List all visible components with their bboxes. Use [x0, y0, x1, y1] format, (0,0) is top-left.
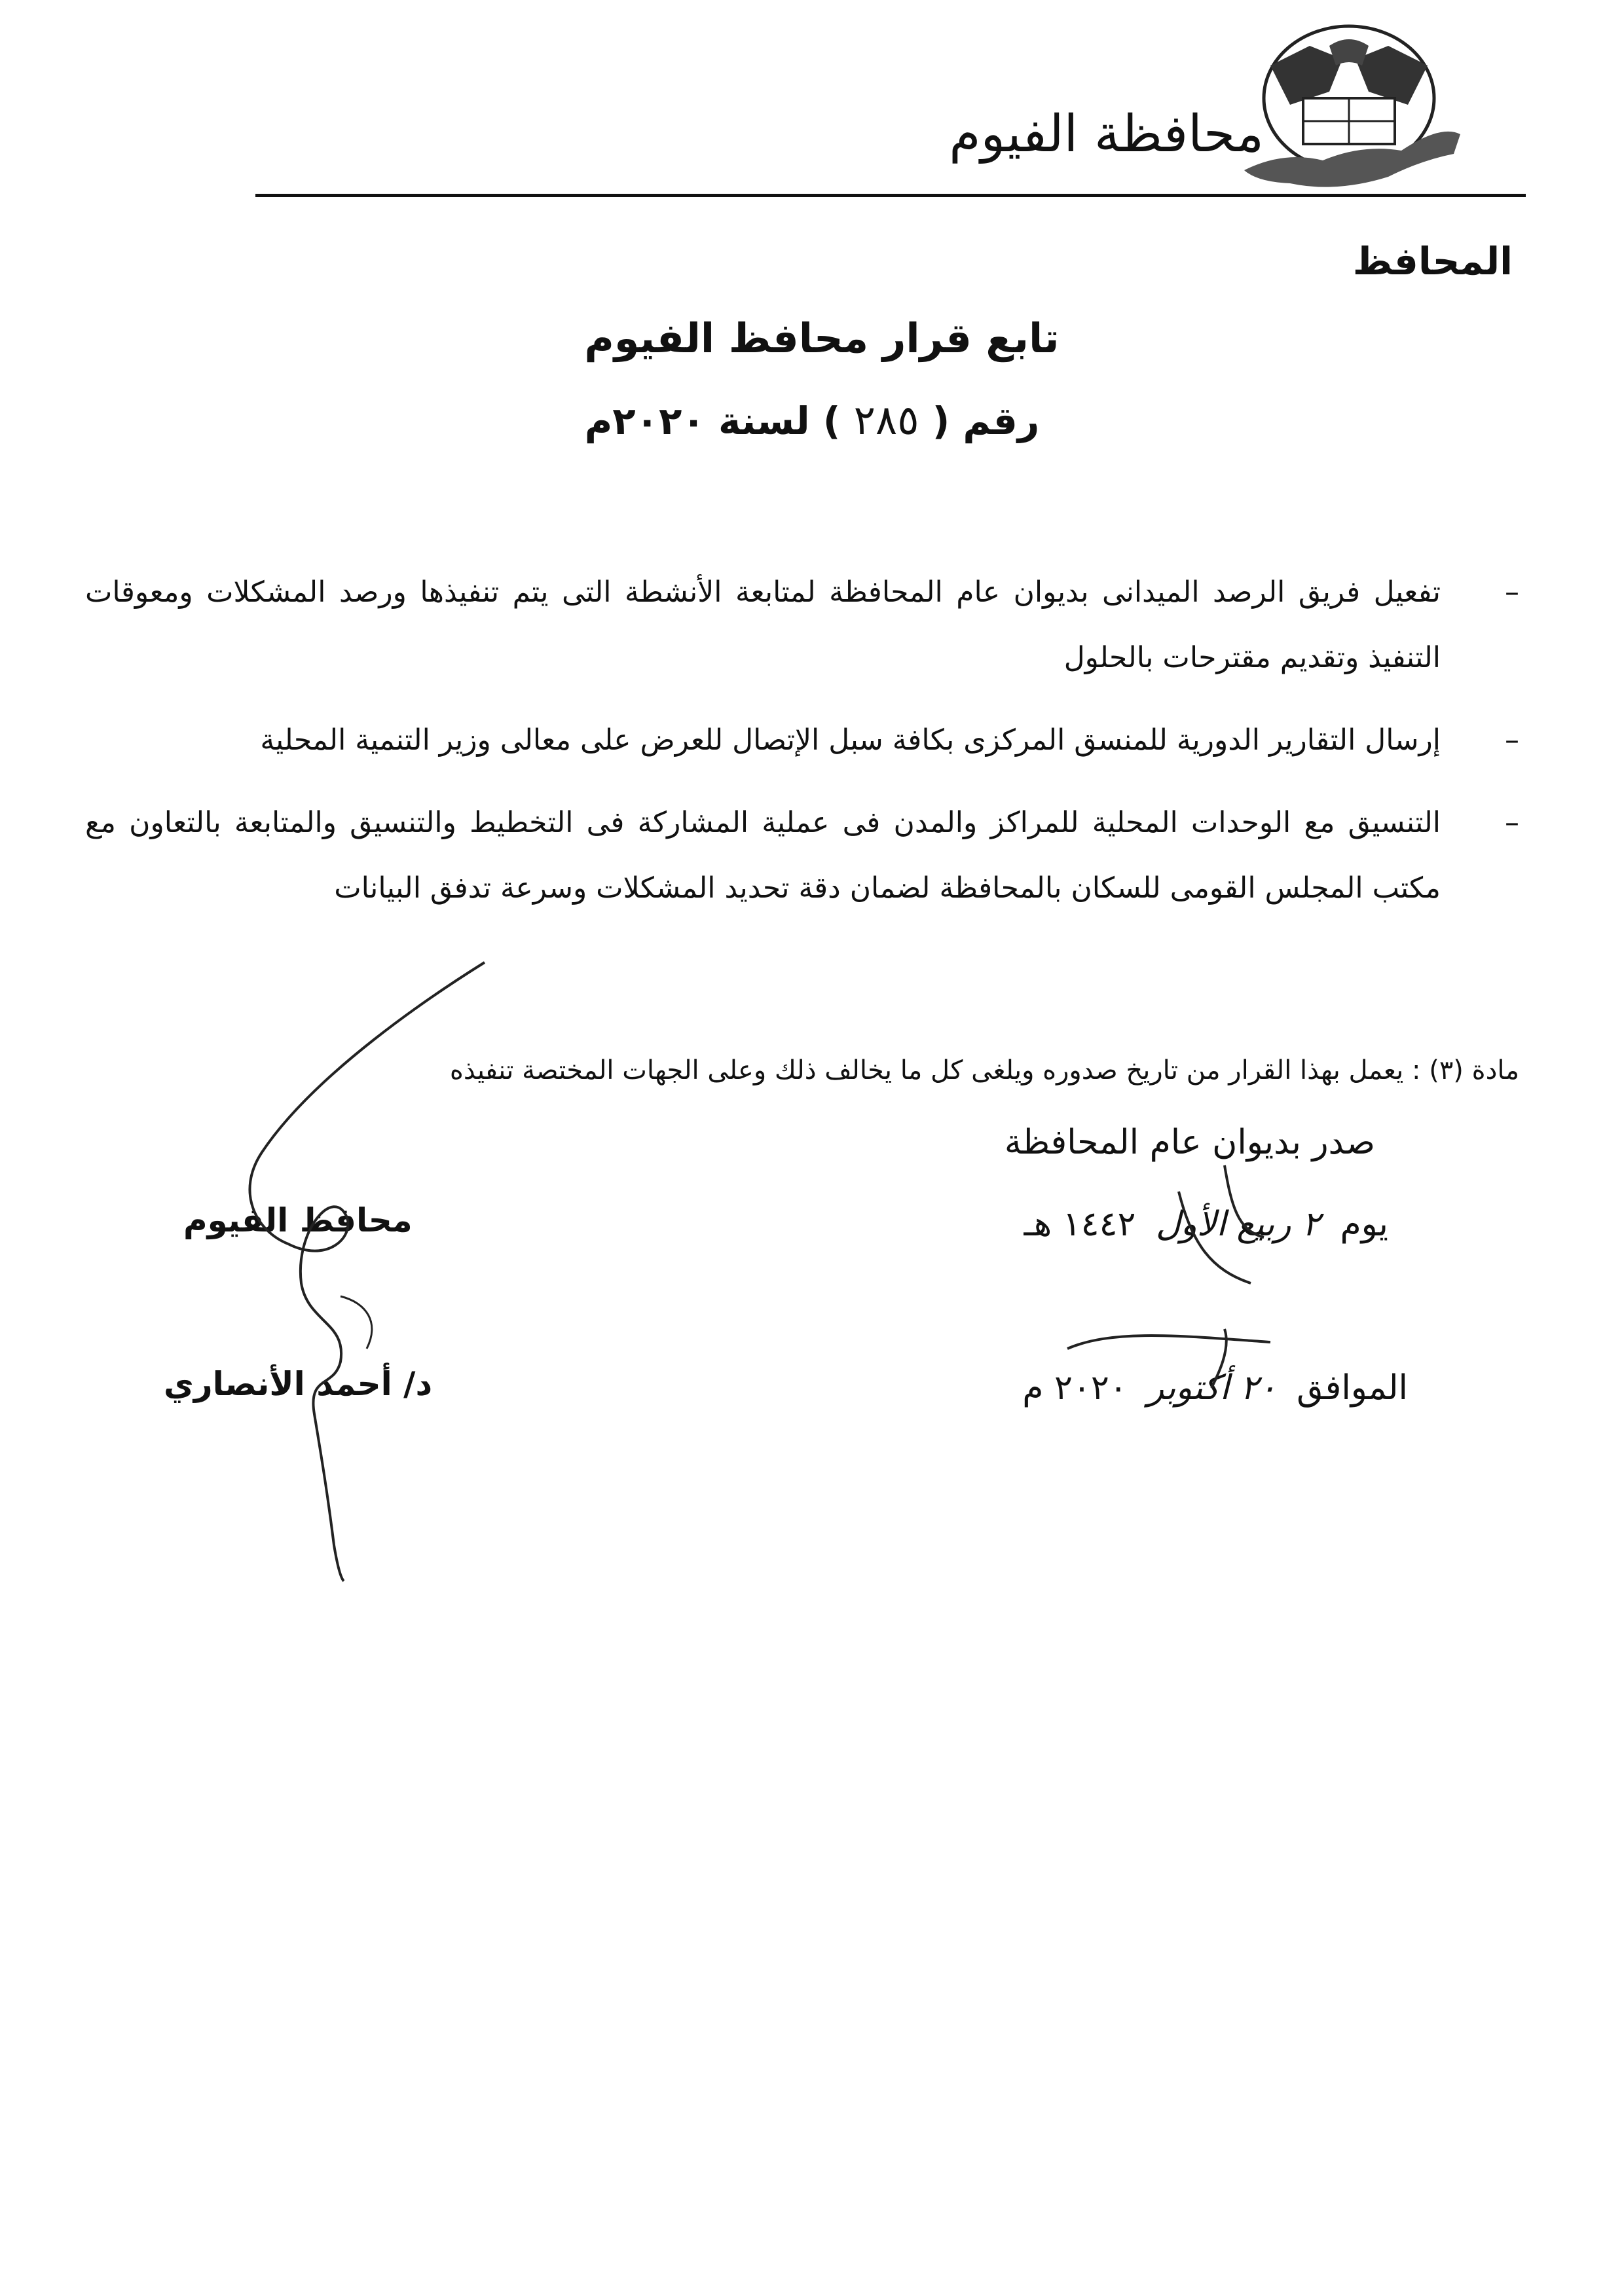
bullet-dash: –	[1505, 723, 1519, 757]
day-label: يوم	[1340, 1205, 1388, 1244]
decision-items-list	[85, 560, 1519, 938]
decision-title: تابع قرار محافظ الفيوم	[584, 314, 1060, 362]
gregorian-handwriting-mark	[1061, 1322, 1277, 1394]
decision-number: ٢٨٥	[853, 396, 919, 444]
list-item	[85, 790, 1519, 921]
list-item	[85, 708, 1519, 773]
hijri-handwriting-mark	[1153, 1152, 1297, 1296]
governorate-emblem-icon	[1231, 20, 1467, 196]
list-item-text: تفعيل فريق الرصد الميدانى بديوان عام المحافظة لمتابعة الأنشطة التى يتم تنفيذها ورصد المشكلات ومعوقات التنفيذ وتقديم مقترحات بالحلول	[85, 575, 1441, 674]
governorate-name: محافظة الفيوم	[949, 105, 1264, 164]
corresponding-label: الموافق	[1297, 1368, 1408, 1408]
decision-year: ) لسنة ٢٠٢٠م	[584, 399, 841, 443]
list-item-text: إرسال التقارير الدورية للمنسق المركزى بكافة سبل الإتصال للعرض على معالى وزير التنمية المحلية	[260, 723, 1441, 757]
governor-name: د/ أحمد الأنصاري	[164, 1365, 433, 1403]
governor-signature	[236, 956, 511, 1584]
bullet-dash: –	[1505, 806, 1519, 839]
list-item-text: التنسيق مع الوحدات المحلية للمراكز والمدن فى عملية المشاركة فى التخطيط والتنسيق والمتابعة بالتعاون مع مكتب المجلس القومى للسكان بالمحافظة لضمان دقة تحديد المشكلات وسرعة تدفق البيانات	[85, 806, 1441, 905]
decision-number-prefix: رقم (	[932, 399, 1040, 443]
office-label: المحافظ	[1352, 239, 1513, 283]
hijri-year: ١٤٤٢ هـ	[1024, 1205, 1136, 1244]
bullet-dash: –	[1505, 575, 1519, 609]
list-item	[85, 560, 1519, 691]
issued-at: صدر بديوان عام المحافظة	[1004, 1123, 1375, 1162]
hijri-handwritten-date: ٢ ربيع الأول	[1155, 1205, 1320, 1244]
gregorian-handwritten-date: ٢٠ أكتوبر	[1147, 1368, 1277, 1408]
decision-number-line	[0, 396, 1624, 444]
article-3: مادة (٣) : يعمل بهذا القرار من تاريخ صدوره ويلغى كل ما يخالف ذلك وعلى الجهات المختصة تنفيذه	[449, 1055, 1519, 1085]
header-divider	[255, 194, 1526, 197]
governor-title: محافظ الفيوم	[183, 1201, 413, 1239]
gregorian-year: ٢٠٢٠ م	[1022, 1368, 1128, 1408]
